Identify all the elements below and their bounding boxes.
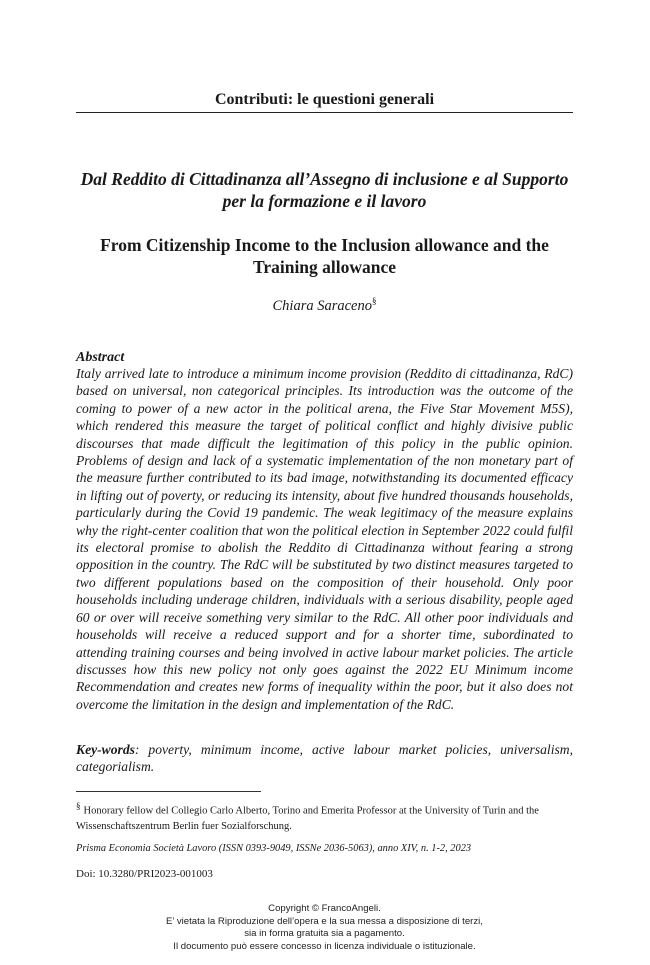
copyright-line: Il documento può essere concesso in licenza individuale o istituzionale. bbox=[173, 940, 476, 952]
author-footnote-mark[interactable]: § bbox=[371, 296, 377, 306]
section-header: Contributi: le questioni generali bbox=[214, 91, 435, 108]
footnote bbox=[76, 799, 573, 834]
keywords bbox=[76, 741, 573, 776]
copyright-line: E’ vietata la Riproduzione dell’opera e la sua messa a disposizione di terzi, bbox=[166, 915, 483, 927]
journal-citation: Prisma Economia Società Lavoro (ISSN 0393-9049, ISSNe 2036-5063), anno XIV, n. 1-2, 2023 bbox=[76, 843, 472, 854]
doi[interactable]: Doi: 10.3280/PRI2023-001003 bbox=[76, 868, 213, 880]
title-english: From Citizenship Income to the Inclusion allowance and the Training allowance bbox=[100, 235, 549, 277]
keywords-label: Key-words bbox=[76, 742, 135, 757]
copyright-notice bbox=[76, 903, 573, 953]
copyright-line: sia in forma gratuita sia a pagamento. bbox=[244, 928, 405, 939]
author-name: Chiara Saraceno bbox=[272, 297, 372, 314]
footnote-rule bbox=[76, 791, 261, 792]
author-line bbox=[76, 292, 573, 315]
abstract-heading: Abstract bbox=[76, 350, 125, 365]
footnote-mark: § bbox=[76, 801, 81, 811]
keywords-text: : poverty, minimum income, active labour market policies, universalism, categorialism. bbox=[76, 742, 573, 775]
footnote-text: Honorary fellow del Collegio Carlo Alberto, Torino and Emerita Professor at the University of Turin and the Wissenschaftszentrum Berlin fuer Sozialforschung. bbox=[76, 805, 539, 832]
header-rule bbox=[76, 112, 573, 113]
title-italian: Dal Reddito di Cittadinanza all’Assegno di inclusione e al Supporto per la formazione e il lavoro bbox=[80, 169, 569, 211]
copyright-line: Copyright © FrancoAngeli. bbox=[268, 903, 381, 914]
abstract-text: Italy arrived late to introduce a minimum income provision (Reddito di cittadinanza, RdC) based on universal, non categorical principles. Its introduction was the outcome of the coming to power of a new actor in the political arena, the Five Star Movement M5S), which rendered this measure the target of political conflict and highly divisive public discourses that made difficult the legitimation of this policy in the public opinion. Problems of design and lack of a systematic implementation of the non monetary part of the measure further contributed to its bad image, notwithstanding its documented efficacy in lifting out of poverty, or reducing its intensity, about five hundred thousands households, particularly during the Covid 19 pandemic. The weak legitimacy of the measure explains why the right-center coalition that won the political election in September 2022 could fulfil its electoral promise to abolish the Reddito di Cittadinanza without fearing a strong opposition in the country. The RdC will be substituted by two distinct measures targeted to two different populations based on the composition of their household. Only poor households including underage children, individuals with a serious disability, people aged 60 or over will receive something very similar to the RdC. All other poor individuals and households will receive a reduced support and for a shorter time, subordinated to attending training courses and being involved in active labour market policies. The article discusses how this new policy not only goes against the 2022 EU Minimum income Recommendation and creates new forms of inequality within the poor, but it also does not overcome the limitation in the design and implementation of the RdC. bbox=[76, 366, 573, 712]
